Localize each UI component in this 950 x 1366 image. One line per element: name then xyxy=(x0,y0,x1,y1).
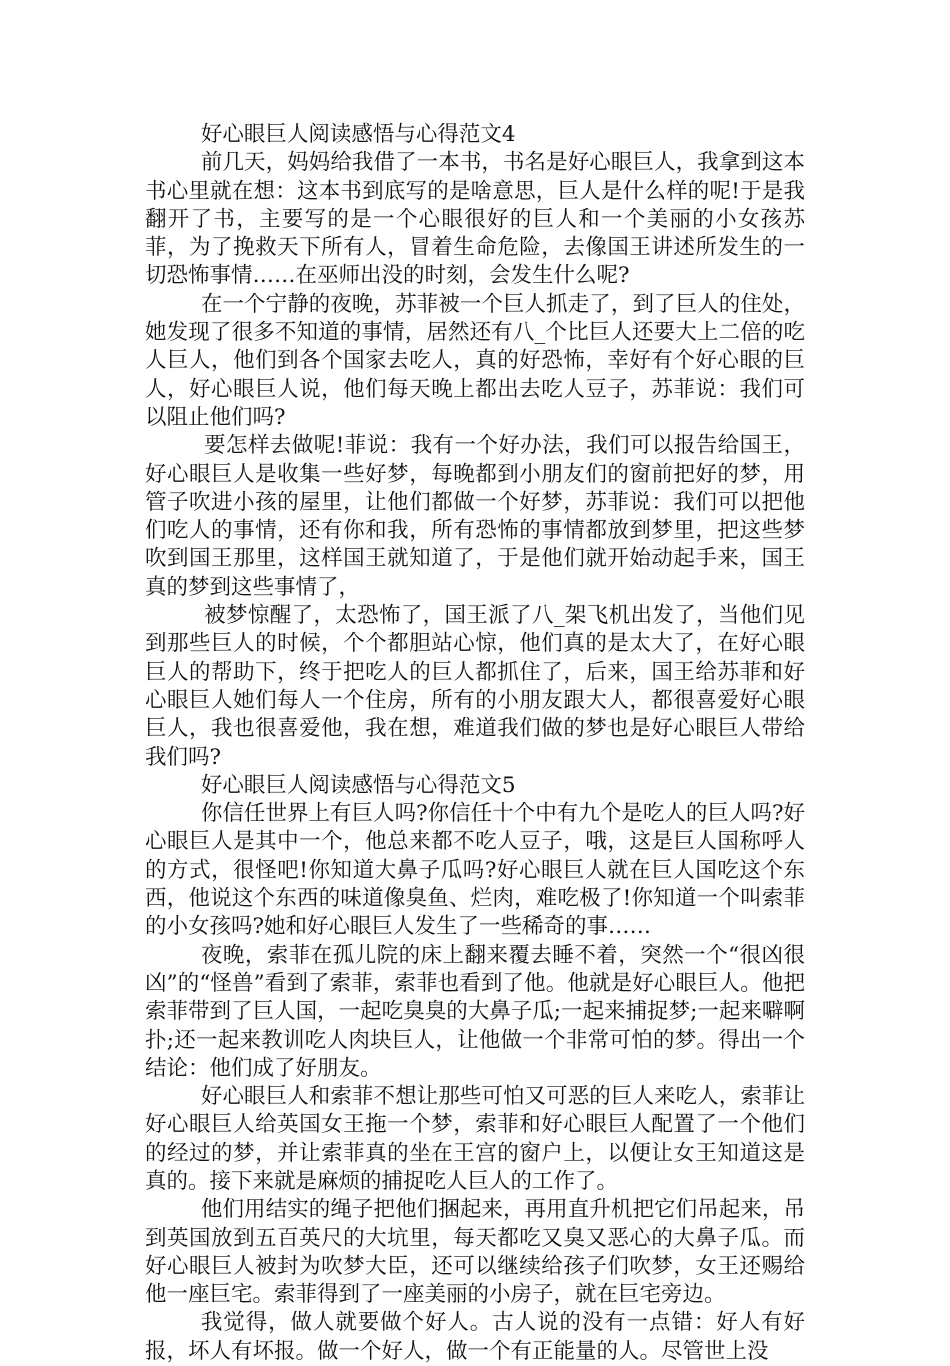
paragraph: 我觉得，做人就要做个好人。古人说的没有一点错：好人有好报，坏人有坏报。做一个好人，做一个有正能量的人。尽管世上没 xyxy=(145,1310,805,1364)
paragraph: 好心眼巨人和索菲不想让那些可怕又可恶的巨人来吃人，索菲让好心眼巨人给英国女王拖一个梦，索菲和好心眼巨人配置了一个他们的经过的梦，并让索菲真的坐在王宫的窗户上，以便让女王知道这是真的。接下来就是麻烦的捕捉吃人巨人的工作了。 xyxy=(145,1084,805,1194)
paragraph: 在一个宁静的夜晚，苏菲被一个巨人抓走了，到了巨人的住处，她发现了很多不知道的事情，居然还有八_个比巨人还要大上二倍的吃人巨人，他们到各个国家去吃人，真的好恐怖，幸好有个好心眼的巨人，好心眼巨人说，他们每天晚上都出去吃人豆子，苏菲说：我们可以阻止他们吗? xyxy=(145,291,805,430)
paragraph: 前几天，妈妈给我借了一本书，书名是好心眼巨人，我拿到这本书心里就在想：这本书到底写的是啥意思，巨人是什么样的呢!于是我翻开了书，主要写的是一个心眼很好的巨人和一个美丽的小女孩苏菲，为了挽救天下所有人，冒着生命危险，去像国王讲述所发生的一切恐怖事情……在巫师出没的时刻，会发生什么呢? xyxy=(145,150,805,289)
section-heading-5: 好心眼巨人阅读感悟与心得范文5 xyxy=(200,772,516,798)
paragraph: 夜晚，索菲在孤儿院的床上翻来覆去睡不着，突然一个“很凶很凶”的“怪兽”看到了索菲，索菲也看到了他。他就是好心眼巨人。他把索菲带到了巨人国，一起吃臭臭的大鼻子瓜;一起来捕捉梦;一起来噼啊扑;还一起来教训吃人肉块巨人，让他做一个非常可怕的梦。得出一个结论：他们成了好朋友。 xyxy=(145,942,805,1081)
paragraph: 他们用结实的绳子把他们捆起来，再用直升机把它们吊起来，吊到英国放到五百英尺的大坑里，每天都吃又臭又恶心的大鼻子瓜。而好心眼巨人被封为吹梦大臣，还可以继续给孩子们吹梦，女王还赐给他一座巨宅。索菲得到了一座美丽的小房子，就在巨宅旁边。 xyxy=(145,1197,805,1308)
paragraph: 要怎样去做呢!菲说：我有一个好办法，我们可以报告给国王，好心眼巨人是收集一些好梦，每晚都到小朋友们的窗前把好的梦，用管子吹进小孩的屋里，让他们都做一个好梦，苏菲说：我们可以把他们吃人的事情，还有你和我，所有恐怖的事情都放到梦里，把这些梦吹到国王那里，这样国王就知道了，于是他们就开始动起手来，国王真的梦到这些事情了， xyxy=(145,433,805,600)
document-body xyxy=(145,121,805,1366)
section-heading-4: 好心眼巨人阅读感悟与心得范文4 xyxy=(200,122,516,147)
paragraph: 你信任世界上有巨人吗?你信任十个中有九个是吃人的巨人吗?好心眼巨人是其中一个，他总来都不吃人豆子，哦，这是巨人国称呼人的方式，很怪吧!你知道大鼻子瓜吗?好心眼巨人就在巨人国吃这个东西，他说这个东西的味道像臭鱼、烂肉，难吃极了!你知道一个叫索菲的小女孩吗?她和好心眼巨人发生了一些稀奇的事…… xyxy=(145,801,805,940)
paragraph: 被梦惊醒了，太恐怖了，国王派了八_架飞机出发了，当他们见到那些巨人的时候，个个都胆站心惊，他们真的是太大了，在好心眼巨人的帮助下，终于把吃人的巨人都抓住了，后来，国王给苏菲和好心眼巨人她们每人一个住房，所有的小朋友跟大人，都很喜爱好心眼巨人，我也很喜爱他，我在想，难道我们做的梦也是好心眼巨人带给我们吗? xyxy=(145,603,805,770)
